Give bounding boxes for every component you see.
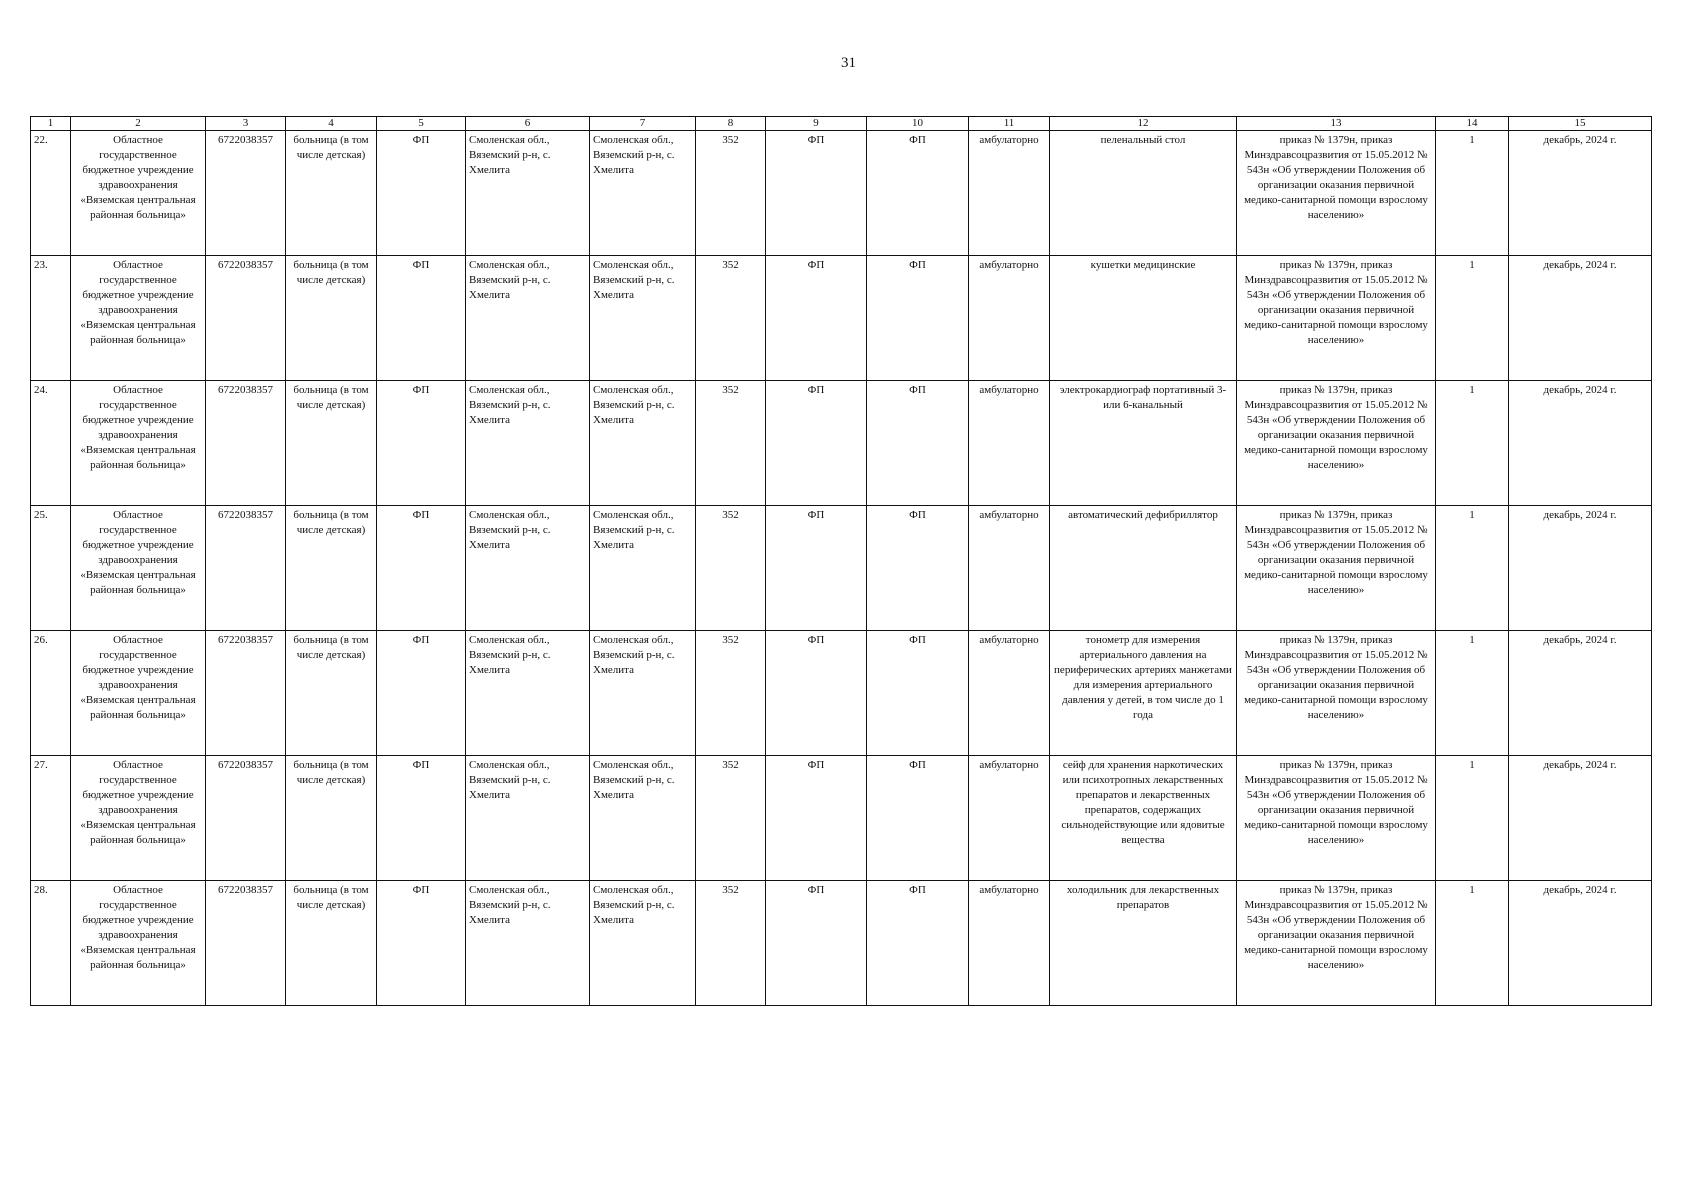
column-header: 1 (31, 117, 71, 131)
inn: 6722038357 (206, 756, 286, 881)
col-10-value: ФП (867, 881, 969, 1006)
inn: 6722038357 (206, 631, 286, 756)
equipment-name: электрокардиограф портативный 3- или 6-канальный (1050, 381, 1237, 506)
address-1: Смоленская обл., Вяземский р-н, с. Хмелита (466, 881, 590, 1006)
col-10-value: ФП (867, 756, 969, 881)
code: 352 (696, 256, 766, 381)
equipment-name: холодильник для лекарственных препаратов (1050, 881, 1237, 1006)
unit-type: ФП (377, 631, 466, 756)
inn: 6722038357 (206, 881, 286, 1006)
equipment-name: кушетки медицинские (1050, 256, 1237, 381)
inn: 6722038357 (206, 506, 286, 631)
due-date: декабрь, 2024 г. (1509, 256, 1652, 381)
legal-basis: приказ № 1379н, приказ Минздравсоцразвития от 15.05.2012 № 543н «Об утверждении Положения об организации оказания первичной медико-санитарной помощи взрослому населению» (1237, 881, 1436, 1006)
table-row (31, 256, 1652, 381)
due-date: декабрь, 2024 г. (1509, 131, 1652, 256)
equipment-name: сейф для хранения наркотических или психотропных лекарственных препаратов и лекарственных препаратов, содержащих сильнодействующие или ядовитые вещества (1050, 756, 1237, 881)
col-9-value: ФП (766, 756, 867, 881)
table-row (31, 756, 1652, 881)
equipment-name: автоматический дефибриллятор (1050, 506, 1237, 631)
col-10-value: ФП (867, 631, 969, 756)
column-header: 5 (377, 117, 466, 131)
care-mode: амбулаторно (969, 756, 1050, 881)
table-row (31, 881, 1652, 1006)
column-header: 9 (766, 117, 867, 131)
col-9-value: ФП (766, 256, 867, 381)
quantity: 1 (1436, 256, 1509, 381)
column-header: 6 (466, 117, 590, 131)
row-number: 27. (31, 756, 71, 881)
legal-basis: приказ № 1379н, приказ Минздравсоцразвития от 15.05.2012 № 543н «Об утверждении Положения об организации оказания первичной медико-санитарной помощи взрослому населению» (1237, 131, 1436, 256)
col-9-value: ФП (766, 506, 867, 631)
code: 352 (696, 631, 766, 756)
col-10-value: ФП (867, 131, 969, 256)
address-1: Смоленская обл., Вяземский р-н, с. Хмелита (466, 256, 590, 381)
quantity: 1 (1436, 131, 1509, 256)
unit-type: ФП (377, 381, 466, 506)
facility-type: больница (в том числе детская) (286, 256, 377, 381)
column-header: 7 (590, 117, 696, 131)
unit-type: ФП (377, 506, 466, 631)
legal-basis: приказ № 1379н, приказ Минздравсоцразвития от 15.05.2012 № 543н «Об утверждении Положения об организации оказания первичной медико-санитарной помощи взрослому населению» (1237, 756, 1436, 881)
column-header: 14 (1436, 117, 1509, 131)
care-mode: амбулаторно (969, 881, 1050, 1006)
facility-type: больница (в том числе детская) (286, 881, 377, 1006)
page-number: 31 (841, 55, 856, 71)
equipment-name: пеленальный стол (1050, 131, 1237, 256)
code: 352 (696, 506, 766, 631)
quantity: 1 (1436, 756, 1509, 881)
row-number: 25. (31, 506, 71, 631)
col-9-value: ФП (766, 881, 867, 1006)
facility-type: больница (в том числе детская) (286, 756, 377, 881)
organization-name: Областное государственное бюджетное учреждение здравоохранения «Вяземская центральная районная больница» (71, 881, 206, 1006)
facility-type: больница (в том числе детская) (286, 131, 377, 256)
address-2: Смоленская обл., Вяземский р-н, с. Хмелита (590, 756, 696, 881)
organization-name: Областное государственное бюджетное учреждение здравоохранения «Вяземская центральная районная больница» (71, 631, 206, 756)
equipment-name: тонометр для измерения артериального давления на периферических артериях манжетами для измерения артериального давления у детей, в том числе до 1 года (1050, 631, 1237, 756)
address-2: Смоленская обл., Вяземский р-н, с. Хмелита (590, 131, 696, 256)
organization-name: Областное государственное бюджетное учреждение здравоохранения «Вяземская центральная районная больница» (71, 256, 206, 381)
address-2: Смоленская обл., Вяземский р-н, с. Хмелита (590, 881, 696, 1006)
address-2: Смоленская обл., Вяземский р-н, с. Хмелита (590, 631, 696, 756)
address-1: Смоленская обл., Вяземский р-н, с. Хмелита (466, 506, 590, 631)
unit-type: ФП (377, 756, 466, 881)
col-9-value: ФП (766, 631, 867, 756)
due-date: декабрь, 2024 г. (1509, 381, 1652, 506)
address-2: Смоленская обл., Вяземский р-н, с. Хмелита (590, 256, 696, 381)
due-date: декабрь, 2024 г. (1509, 881, 1652, 1006)
col-9-value: ФП (766, 131, 867, 256)
address-2: Смоленская обл., Вяземский р-н, с. Хмелита (590, 381, 696, 506)
legal-basis: приказ № 1379н, приказ Минздравсоцразвития от 15.05.2012 № 543н «Об утверждении Положения об организации оказания первичной медико-санитарной помощи взрослому населению» (1237, 506, 1436, 631)
column-header: 15 (1509, 117, 1652, 131)
column-header: 10 (867, 117, 969, 131)
due-date: декабрь, 2024 г. (1509, 506, 1652, 631)
quantity: 1 (1436, 381, 1509, 506)
due-date: декабрь, 2024 г. (1509, 756, 1652, 881)
header-row (31, 117, 1652, 131)
code: 352 (696, 756, 766, 881)
care-mode: амбулаторно (969, 131, 1050, 256)
quantity: 1 (1436, 881, 1509, 1006)
inn: 6722038357 (206, 131, 286, 256)
code: 352 (696, 881, 766, 1006)
table-row (31, 631, 1652, 756)
quantity: 1 (1436, 631, 1509, 756)
organization-name: Областное государственное бюджетное учреждение здравоохранения «Вяземская центральная районная больница» (71, 381, 206, 506)
inn: 6722038357 (206, 381, 286, 506)
facility-type: больница (в том числе детская) (286, 381, 377, 506)
address-1: Смоленская обл., Вяземский р-н, с. Хмелита (466, 131, 590, 256)
legal-basis: приказ № 1379н, приказ Минздравсоцразвития от 15.05.2012 № 543н «Об утверждении Положения об организации оказания первичной медико-санитарной помощи взрослому населению» (1237, 256, 1436, 381)
code: 352 (696, 381, 766, 506)
legal-basis: приказ № 1379н, приказ Минздравсоцразвития от 15.05.2012 № 543н «Об утверждении Положения об организации оказания первичной медико-санитарной помощи взрослому населению» (1237, 631, 1436, 756)
organization-name: Областное государственное бюджетное учреждение здравоохранения «Вяземская центральная районная больница» (71, 506, 206, 631)
legal-basis: приказ № 1379н, приказ Минздравсоцразвития от 15.05.2012 № 543н «Об утверждении Положения об организации оказания первичной медико-санитарной помощи взрослому населению» (1237, 381, 1436, 506)
due-date: декабрь, 2024 г. (1509, 631, 1652, 756)
facility-type: больница (в том числе детская) (286, 506, 377, 631)
col-10-value: ФП (867, 381, 969, 506)
col-10-value: ФП (867, 506, 969, 631)
address-1: Смоленская обл., Вяземский р-н, с. Хмелита (466, 381, 590, 506)
table-row (31, 381, 1652, 506)
column-header: 3 (206, 117, 286, 131)
table-row (31, 506, 1652, 631)
unit-type: ФП (377, 131, 466, 256)
equipment-table (30, 116, 1652, 1006)
col-9-value: ФП (766, 381, 867, 506)
care-mode: амбулаторно (969, 506, 1050, 631)
quantity: 1 (1436, 506, 1509, 631)
code: 352 (696, 131, 766, 256)
row-number: 23. (31, 256, 71, 381)
row-number: 28. (31, 881, 71, 1006)
column-header: 8 (696, 117, 766, 131)
unit-type: ФП (377, 881, 466, 1006)
column-header: 4 (286, 117, 377, 131)
address-2: Смоленская обл., Вяземский р-н, с. Хмелита (590, 506, 696, 631)
row-number: 22. (31, 131, 71, 256)
row-number: 26. (31, 631, 71, 756)
column-header: 11 (969, 117, 1050, 131)
column-header: 2 (71, 117, 206, 131)
address-1: Смоленская обл., Вяземский р-н, с. Хмелита (466, 756, 590, 881)
care-mode: амбулаторно (969, 631, 1050, 756)
unit-type: ФП (377, 256, 466, 381)
row-number: 24. (31, 381, 71, 506)
organization-name: Областное государственное бюджетное учреждение здравоохранения «Вяземская центральная районная больница» (71, 756, 206, 881)
care-mode: амбулаторно (969, 256, 1050, 381)
column-header: 12 (1050, 117, 1237, 131)
col-10-value: ФП (867, 256, 969, 381)
facility-type: больница (в том числе детская) (286, 631, 377, 756)
table-row (31, 131, 1652, 256)
organization-name: Областное государственное бюджетное учреждение здравоохранения «Вяземская центральная районная больница» (71, 131, 206, 256)
care-mode: амбулаторно (969, 381, 1050, 506)
inn: 6722038357 (206, 256, 286, 381)
address-1: Смоленская обл., Вяземский р-н, с. Хмелита (466, 631, 590, 756)
column-header: 13 (1237, 117, 1436, 131)
